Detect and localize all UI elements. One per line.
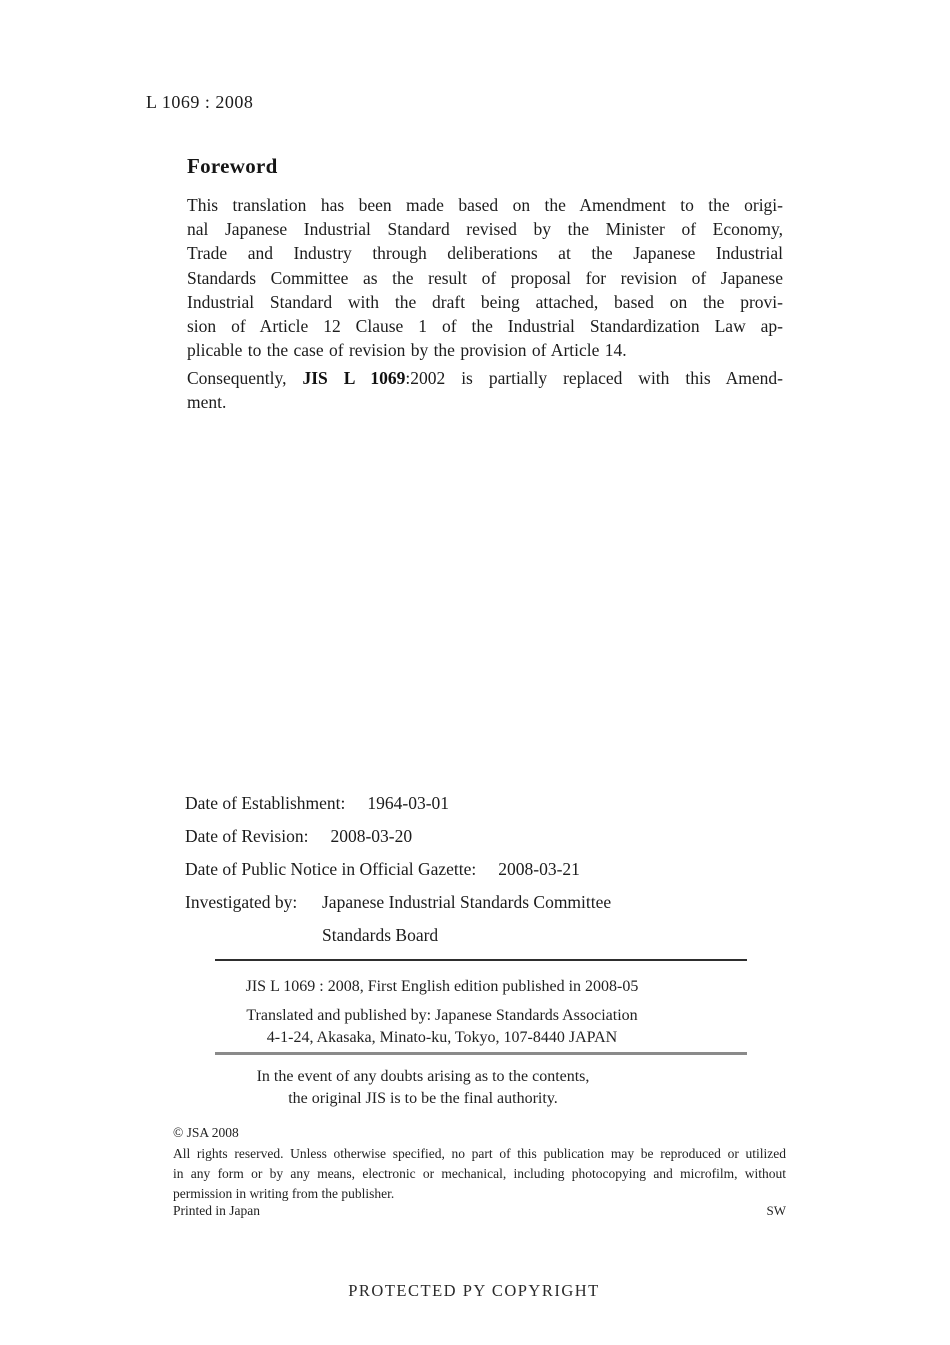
copyright-block	[173, 1123, 786, 1204]
foreword-paragraph-2	[187, 366, 783, 414]
date-label: Investigated by:	[185, 892, 298, 912]
spacer	[476, 853, 498, 886]
date-label: Date of Public Notice in Official Gazette:	[185, 859, 477, 879]
committee-name: Japanese Industrial Standards Committee	[322, 892, 612, 912]
doubts-notice	[118, 1066, 728, 1110]
horizontal-rule-bottom	[215, 1052, 747, 1055]
horizontal-rule-top	[215, 959, 747, 961]
date-value: 2008-03-20	[330, 826, 413, 846]
edition-line: JIS L 1069 : 2008, First English edition published in 2008-05	[245, 978, 639, 995]
paragraph-line: ment.	[187, 392, 227, 413]
paragraph-line: This translation has been made based on the Amendment to the origi-	[187, 195, 783, 215]
copyright-line: permission in writing from the publisher.	[173, 1186, 395, 1201]
paragraph-line: plicable to the case of revision by the provision of Article 14.	[187, 340, 627, 361]
date-row-gazette	[185, 853, 825, 886]
paragraph-line: sion of Article 12 Clause 1 of the Industrial Standardization Law ap-	[187, 316, 783, 337]
protected-by-copyright-footer: PROTECTED PY COPYRIGHT	[348, 1281, 600, 1300]
sw-mark: SW	[766, 1203, 786, 1218]
date-label: Date of Establishment:	[185, 793, 346, 813]
standard-code: L 1069 : 2008	[146, 92, 254, 112]
date-label: Date of Revision:	[185, 826, 309, 846]
date-row-establishment	[185, 787, 825, 820]
jsa-copyright: © JSA 2008	[173, 1125, 239, 1140]
printed-row	[173, 1203, 786, 1219]
date-value: 1964-03-01	[367, 793, 450, 813]
address-line: 4-1-24, Akasaka, Minato-ku, Tokyo, 107-8440 JAPAN	[266, 1029, 618, 1046]
paragraph-line	[187, 366, 783, 390]
publication-block	[137, 976, 747, 1049]
spacer	[345, 787, 367, 820]
foreword-heading: Foreword	[187, 154, 278, 178]
date-value: 2008-03-21	[498, 859, 580, 879]
foreword-paragraph-1	[187, 193, 783, 362]
copyright-line: All rights reserved. Unless otherwise specified, no part of this publication may be reproduced or utilized	[173, 1146, 786, 1161]
spacer	[308, 820, 330, 853]
paragraph-line: Standards Committee as the result of proposal for revision of Japanese	[187, 267, 783, 288]
paragraph-line: Industrial Standard with the draft being attached, based on the provi-	[187, 291, 783, 312]
doubts-line: the original JIS is to be the final authority.	[288, 1090, 558, 1107]
paragraph-line: Trade and Industry through deliberations at the Japanese Industrial	[187, 243, 783, 264]
paragraph-text: Consequently,	[187, 368, 303, 388]
publisher-line: Translated and published by: Japanese Standards Association	[246, 1007, 638, 1024]
paragraph-line: nal Japanese Industrial Standard revised by the Minister of Economy,	[187, 219, 783, 240]
printed-in-japan: Printed in Japan	[173, 1203, 260, 1218]
paragraph-text: :2002 is partially replaced with this Amend-	[405, 368, 784, 388]
dates-block	[185, 787, 825, 952]
doubts-line: In the event of any doubts arising as to the contents,	[256, 1068, 590, 1085]
board-name: Standards Board	[322, 925, 439, 945]
date-row-revision	[185, 820, 825, 853]
copyright-line: in any form or by any means, electronic or mechanical, including photocopying and microfilm, without	[173, 1166, 786, 1181]
standard-reference: JIS L 1069	[302, 368, 406, 388]
investigated-by-values	[322, 886, 611, 952]
date-row-investigated-by	[185, 886, 825, 952]
